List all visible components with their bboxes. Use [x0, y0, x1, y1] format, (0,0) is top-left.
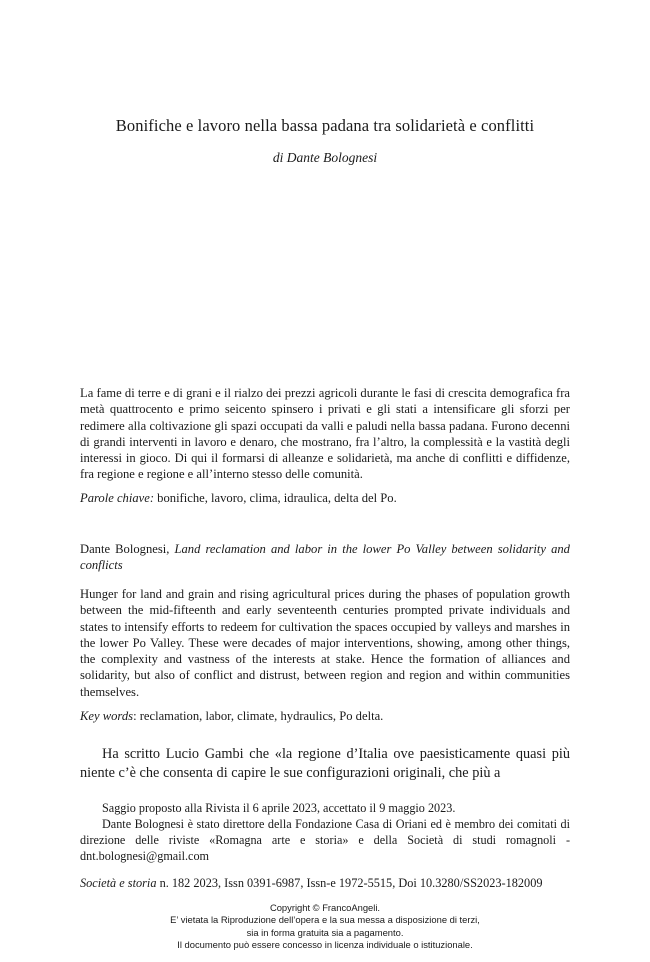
copyright-notice [80, 902, 570, 951]
body-paragraph: Ha scritto Lucio Gambi che «la regione d’Italia ove paesisticamente quasi più niente c’è che consenta di capire le sue configurazioni originali, che più a [80, 746, 570, 781]
journal-citation [80, 876, 570, 891]
keywords-list: bonifiche, lavoro, clima, idraulica, delta del Po. [157, 491, 397, 505]
footnotes [80, 800, 570, 864]
keywords-italian [80, 490, 570, 506]
keywords-english [80, 708, 570, 724]
citation-details: n. 182 2023, Issn 0391-6987, Issn-e 1972-5515, Doi 10.3280/SS2023-182009 [156, 876, 543, 890]
keywords-list-en: : reclamation, labor, climate, hydraulics, Po delta. [133, 709, 384, 723]
copyright-line-3: sia in forma gratuita sia a pagamento. [246, 926, 404, 938]
english-title-line [80, 541, 570, 574]
copyright-line-1: Copyright © FrancoAngeli. [269, 902, 381, 913]
keywords-label-en: Key words [80, 709, 134, 723]
english-author: Dante Bolognesi, [80, 542, 170, 556]
english-title: Land reclamation and labor in the lower Po Valley between solidarity and conflicts [80, 542, 570, 573]
abstract-english: Hunger for land and grain and rising agricultural prices during the phases of population growth between the mid-fifteenth and early seventeenth centuries prompted private individuals and states to intensify efforts to redeem for cultivation the spaces occupied by valleys and marshes in the lower Po Valley. These were decades of major interventions, showing, among other things, the complexity and vastness of the interests at stake. Hence the formation of alliances and solidarity, but also of conflict and distrust, between region and region and within communities themselves. [80, 587, 570, 699]
abstract-italian: La fame di terre e di grani e il rialzo dei prezzi agricoli durante le fasi di crescita demografica fra metà quattrocento e primo seicento spinsero i privati e gli stati a intensificare gli sforzi per redimere alla coltivazione gli spazi occupati da valli e paludi nella bassa padana. Furono decenni di grandi interventi in lavoro e denaro, che mostrano, fra l’altro, la complessità e la vastità degli interessi in gioco. Di qui il formarsi di alleanze e solidarietà, ma anche di conflitti e diffidenze, fra regione e regione e all’interno stesso delle comunità. [80, 386, 570, 482]
article-title: Bonifiche e lavoro nella bassa padana tra solidarietà e conflitti [115, 116, 535, 135]
keywords-label: Parole chiave: [80, 491, 155, 505]
footnote-bio: Dante Bolognesi è stato direttore della Fondazione Casa di Oriani ed è membro dei comitati di direzione delle riviste «Romagna arte e storia» e della Società di studi romagnoli - dnt.bolognesi@gmail.com [80, 817, 570, 863]
journal-name: Società e storia [80, 876, 157, 890]
article-author: di Dante Bolognesi [272, 150, 378, 165]
copyright-line-4: Il documento può essere concesso in licenza individuale o istituzionale. [177, 938, 473, 950]
footnote-submitted: Saggio proposto alla Rivista il 6 aprile 2023, accettato il 9 maggio 2023. [102, 801, 456, 815]
copyright-line-2: E’ vietata la Riproduzione dell’opera e la sua messa a disposizione di terzi, [170, 914, 480, 926]
